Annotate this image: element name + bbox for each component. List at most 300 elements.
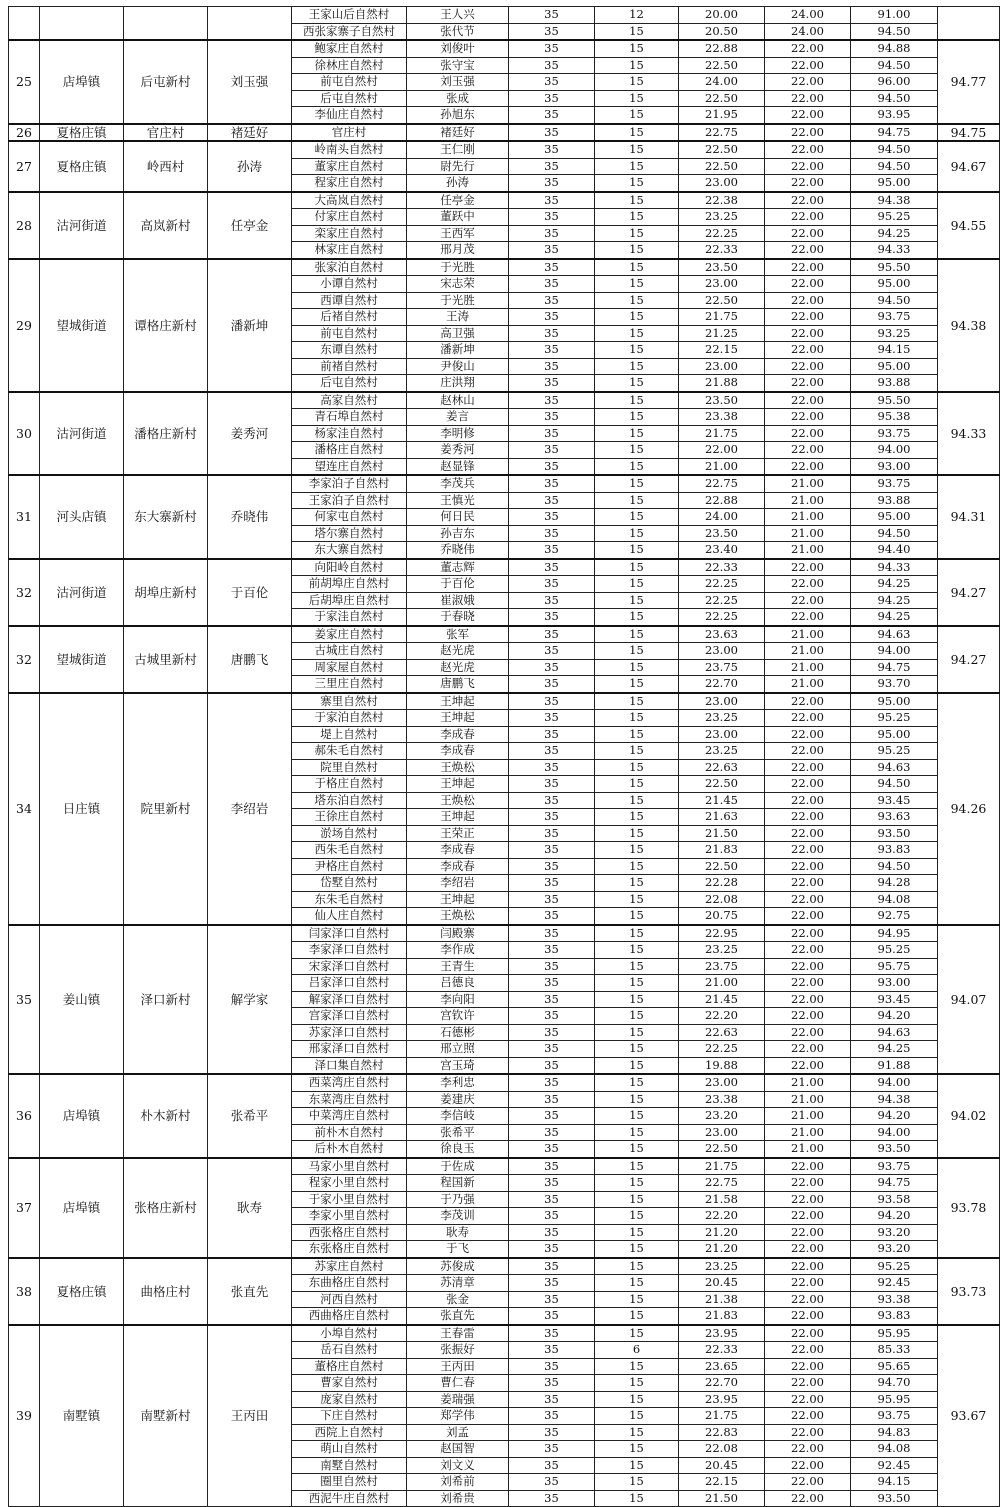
town-cell: 夏格庄镇 bbox=[40, 124, 124, 142]
row-number-cell: 36 bbox=[9, 1074, 40, 1158]
score-c-cell: 20.75 bbox=[679, 908, 765, 925]
score-a-cell: 35 bbox=[509, 1408, 595, 1425]
person-cell: 吕德良 bbox=[407, 975, 509, 992]
score-d-cell: 22.00 bbox=[765, 141, 851, 158]
total-cell: 94.50 bbox=[851, 858, 938, 875]
score-a-cell: 35 bbox=[509, 124, 595, 142]
new-village-cell: 泽口新村 bbox=[124, 925, 208, 1075]
natural-village-cell: 大高岚自然村 bbox=[292, 192, 407, 209]
score-a-cell: 35 bbox=[509, 643, 595, 660]
score-b-cell: 15 bbox=[595, 1091, 679, 1108]
row-number-cell: 29 bbox=[9, 259, 40, 392]
score-b-cell: 15 bbox=[595, 1224, 679, 1241]
row-number-cell: 25 bbox=[9, 40, 40, 124]
score-c-cell: 21.83 bbox=[679, 842, 765, 859]
score-b-cell: 15 bbox=[595, 107, 679, 124]
score-a-cell: 35 bbox=[509, 90, 595, 107]
leader-cell: 孙涛 bbox=[208, 141, 292, 192]
score-b-cell: 15 bbox=[595, 1275, 679, 1292]
average-score-cell: 94.27 bbox=[938, 559, 1000, 626]
total-cell: 93.50 bbox=[851, 825, 938, 842]
score-b-cell: 15 bbox=[595, 74, 679, 91]
leader-cell: 刘玉强 bbox=[208, 40, 292, 124]
natural-village-cell: 东朱毛自然村 bbox=[292, 891, 407, 908]
score-d-cell: 22.00 bbox=[765, 1041, 851, 1058]
person-cell: 李信岐 bbox=[407, 1108, 509, 1125]
table-row bbox=[9, 1158, 1000, 1175]
natural-village-cell: 周家屋自然村 bbox=[292, 659, 407, 676]
score-d-cell: 24.00 bbox=[765, 7, 851, 24]
score-a-cell: 35 bbox=[509, 209, 595, 226]
total-cell: 94.50 bbox=[851, 23, 938, 40]
score-d-cell: 22.00 bbox=[765, 1457, 851, 1474]
score-a-cell: 35 bbox=[509, 908, 595, 925]
person-cell: 王坤起 bbox=[407, 693, 509, 710]
score-b-cell: 15 bbox=[595, 325, 679, 342]
natural-village-cell: 后屯自然村 bbox=[292, 90, 407, 107]
total-cell: 92.45 bbox=[851, 1275, 938, 1292]
score-c-cell: 24.00 bbox=[679, 74, 765, 91]
score-a-cell: 35 bbox=[509, 542, 595, 559]
town-cell: 望城街道 bbox=[40, 626, 124, 693]
average-score-cell: 94.31 bbox=[938, 475, 1000, 559]
total-cell: 95.00 bbox=[851, 358, 938, 375]
score-d-cell: 22.00 bbox=[765, 442, 851, 459]
score-c-cell: 22.70 bbox=[679, 1375, 765, 1392]
score-a-cell: 35 bbox=[509, 1175, 595, 1192]
total-cell: 94.20 bbox=[851, 1008, 938, 1025]
natural-village-cell: 高家自然村 bbox=[292, 392, 407, 409]
score-b-cell: 15 bbox=[595, 991, 679, 1008]
score-a-cell: 35 bbox=[509, 1057, 595, 1074]
total-cell: 93.20 bbox=[851, 1224, 938, 1241]
town-cell: 店埠镇 bbox=[40, 40, 124, 124]
score-d-cell: 22.00 bbox=[765, 1191, 851, 1208]
score-d-cell: 22.00 bbox=[765, 40, 851, 57]
natural-village-cell: 院里自然村 bbox=[292, 759, 407, 776]
score-d-cell: 22.00 bbox=[765, 891, 851, 908]
score-a-cell: 35 bbox=[509, 458, 595, 475]
score-c-cell: 21.75 bbox=[679, 309, 765, 326]
total-cell: 96.00 bbox=[851, 74, 938, 91]
person-cell: 孙涛 bbox=[407, 175, 509, 192]
natural-village-cell: 于格庄自然村 bbox=[292, 776, 407, 793]
score-d-cell: 22.00 bbox=[765, 576, 851, 593]
natural-village-cell: 西谭自然村 bbox=[292, 292, 407, 309]
score-b-cell: 15 bbox=[595, 609, 679, 626]
score-a-cell: 35 bbox=[509, 409, 595, 426]
score-a-cell: 35 bbox=[509, 1342, 595, 1359]
natural-village-cell: 寨里自然村 bbox=[292, 693, 407, 710]
person-cell: 于飞 bbox=[407, 1241, 509, 1258]
total-cell: 94.00 bbox=[851, 1074, 938, 1091]
score-a-cell: 35 bbox=[509, 1457, 595, 1474]
natural-village-cell: 淤场自然村 bbox=[292, 825, 407, 842]
person-cell: 郑学伟 bbox=[407, 1408, 509, 1425]
person-cell: 李向阳 bbox=[407, 991, 509, 1008]
score-d-cell: 22.00 bbox=[765, 1308, 851, 1325]
score-d-cell: 22.00 bbox=[765, 776, 851, 793]
total-cell: 93.45 bbox=[851, 792, 938, 809]
person-cell: 邢立照 bbox=[407, 1041, 509, 1058]
average-score-cell: 94.27 bbox=[938, 626, 1000, 693]
score-a-cell: 35 bbox=[509, 309, 595, 326]
natural-village-cell: 西张格庄自然村 bbox=[292, 1224, 407, 1241]
score-c-cell: 22.50 bbox=[679, 292, 765, 309]
score-b-cell: 15 bbox=[595, 40, 679, 57]
score-a-cell: 35 bbox=[509, 559, 595, 576]
total-cell: 95.25 bbox=[851, 942, 938, 959]
score-b-cell: 15 bbox=[595, 1074, 679, 1091]
new-village-cell: 胡埠庄新村 bbox=[124, 559, 208, 626]
score-a-cell: 35 bbox=[509, 325, 595, 342]
person-cell: 何日民 bbox=[407, 509, 509, 526]
natural-village-cell: 付家庄自然村 bbox=[292, 209, 407, 226]
score-b-cell: 15 bbox=[595, 209, 679, 226]
score-b-cell: 15 bbox=[595, 292, 679, 309]
score-a-cell: 35 bbox=[509, 1158, 595, 1175]
score-b-cell: 15 bbox=[595, 908, 679, 925]
score-d-cell: 22.00 bbox=[765, 1291, 851, 1308]
score-a-cell: 35 bbox=[509, 192, 595, 209]
score-d-cell: 22.00 bbox=[765, 107, 851, 124]
total-cell: 93.00 bbox=[851, 458, 938, 475]
person-cell: 王坤起 bbox=[407, 809, 509, 826]
leader-cell: 任亭金 bbox=[208, 192, 292, 259]
new-village-cell: 曲格庄村 bbox=[124, 1258, 208, 1325]
person-cell: 李茂兵 bbox=[407, 475, 509, 492]
score-b-cell: 15 bbox=[595, 1124, 679, 1141]
total-cell: 95.00 bbox=[851, 175, 938, 192]
score-d-cell: 22.00 bbox=[765, 693, 851, 710]
score-c-cell: 22.25 bbox=[679, 1041, 765, 1058]
average-score-cell: 93.73 bbox=[938, 1258, 1000, 1325]
score-b-cell: 15 bbox=[595, 409, 679, 426]
score-a-cell: 35 bbox=[509, 158, 595, 175]
score-b-cell: 15 bbox=[595, 175, 679, 192]
total-cell: 94.50 bbox=[851, 57, 938, 74]
score-c-cell: 23.50 bbox=[679, 525, 765, 542]
score-b-cell: 15 bbox=[595, 375, 679, 392]
score-b-cell: 15 bbox=[595, 1408, 679, 1425]
score-b-cell: 15 bbox=[595, 342, 679, 359]
score-a-cell: 35 bbox=[509, 1474, 595, 1491]
score-a-cell: 35 bbox=[509, 1424, 595, 1441]
town-cell: 姜山镇 bbox=[40, 925, 124, 1075]
score-c-cell: 23.25 bbox=[679, 209, 765, 226]
person-cell: 尹俊山 bbox=[407, 358, 509, 375]
score-b-cell: 15 bbox=[595, 1325, 679, 1342]
score-d-cell: 22.00 bbox=[765, 1408, 851, 1425]
score-b-cell: 15 bbox=[595, 891, 679, 908]
score-d-cell: 22.00 bbox=[765, 375, 851, 392]
person-cell: 李利忠 bbox=[407, 1074, 509, 1091]
person-cell: 石德彬 bbox=[407, 1024, 509, 1041]
average-score-cell: 94.07 bbox=[938, 925, 1000, 1075]
total-cell: 94.25 bbox=[851, 609, 938, 626]
person-cell: 王仁刚 bbox=[407, 141, 509, 158]
natural-village-cell: 西泥牛庄自然村 bbox=[292, 1490, 407, 1507]
natural-village-cell: 董家庄自然村 bbox=[292, 158, 407, 175]
score-d-cell: 22.00 bbox=[765, 942, 851, 959]
score-a-cell: 35 bbox=[509, 942, 595, 959]
score-a-cell: 35 bbox=[509, 1291, 595, 1308]
score-d-cell: 22.00 bbox=[765, 1342, 851, 1359]
leader-cell: 解学家 bbox=[208, 925, 292, 1075]
score-d-cell: 21.00 bbox=[765, 1091, 851, 1108]
person-cell: 赵林山 bbox=[407, 392, 509, 409]
row-number-cell: 31 bbox=[9, 475, 40, 559]
score-d-cell: 22.00 bbox=[765, 1358, 851, 1375]
average-score-cell bbox=[938, 7, 1000, 41]
new-village-cell: 高岚新村 bbox=[124, 192, 208, 259]
row-number-cell: 35 bbox=[9, 925, 40, 1075]
average-score-cell: 94.67 bbox=[938, 141, 1000, 192]
score-c-cell: 22.88 bbox=[679, 492, 765, 509]
score-b-cell: 15 bbox=[595, 242, 679, 259]
score-d-cell: 22.00 bbox=[765, 392, 851, 409]
score-b-cell: 15 bbox=[595, 141, 679, 158]
town-cell: 夏格庄镇 bbox=[40, 1258, 124, 1325]
score-b-cell: 15 bbox=[595, 1024, 679, 1041]
table-row bbox=[9, 192, 1000, 209]
score-d-cell: 22.00 bbox=[765, 259, 851, 276]
person-cell: 赵国智 bbox=[407, 1441, 509, 1458]
score-c-cell: 22.33 bbox=[679, 559, 765, 576]
average-score-cell: 94.38 bbox=[938, 259, 1000, 392]
natural-village-cell: 东谭自然村 bbox=[292, 342, 407, 359]
natural-village-cell: 邢家泽口自然村 bbox=[292, 1041, 407, 1058]
total-cell: 94.50 bbox=[851, 776, 938, 793]
score-d-cell: 22.00 bbox=[765, 825, 851, 842]
total-cell: 95.25 bbox=[851, 209, 938, 226]
total-cell: 93.58 bbox=[851, 1191, 938, 1208]
total-cell: 93.83 bbox=[851, 1308, 938, 1325]
natural-village-cell: 西菜湾庄自然村 bbox=[292, 1074, 407, 1091]
score-a-cell: 35 bbox=[509, 659, 595, 676]
score-d-cell: 22.00 bbox=[765, 1057, 851, 1074]
person-cell: 于光胜 bbox=[407, 259, 509, 276]
score-a-cell: 35 bbox=[509, 358, 595, 375]
total-cell: 93.50 bbox=[851, 1490, 938, 1507]
score-b-cell: 15 bbox=[595, 1258, 679, 1275]
person-cell: 王春雷 bbox=[407, 1325, 509, 1342]
town-cell: 南墅镇 bbox=[40, 1325, 124, 1507]
score-d-cell: 22.00 bbox=[765, 991, 851, 1008]
score-c-cell: 23.25 bbox=[679, 1258, 765, 1275]
score-c-cell: 23.25 bbox=[679, 743, 765, 760]
town-cell: 望城街道 bbox=[40, 259, 124, 392]
score-a-cell: 35 bbox=[509, 40, 595, 57]
table-row bbox=[9, 1258, 1000, 1275]
total-cell: 94.50 bbox=[851, 90, 938, 107]
score-b-cell: 15 bbox=[595, 1441, 679, 1458]
score-b-cell: 15 bbox=[595, 1375, 679, 1392]
score-a-cell: 35 bbox=[509, 1191, 595, 1208]
score-d-cell: 22.00 bbox=[765, 1424, 851, 1441]
score-a-cell: 35 bbox=[509, 1091, 595, 1108]
natural-village-cell: 泽口集自然村 bbox=[292, 1057, 407, 1074]
score-d-cell: 22.00 bbox=[765, 875, 851, 892]
score-a-cell: 35 bbox=[509, 759, 595, 776]
score-b-cell: 15 bbox=[595, 743, 679, 760]
person-cell: 董志辉 bbox=[407, 559, 509, 576]
score-a-cell: 35 bbox=[509, 425, 595, 442]
score-d-cell: 22.00 bbox=[765, 242, 851, 259]
natural-village-cell: 马家小里自然村 bbox=[292, 1158, 407, 1175]
person-cell: 张希平 bbox=[407, 1124, 509, 1141]
new-village-cell: 张格庄新村 bbox=[124, 1158, 208, 1258]
total-cell: 95.00 bbox=[851, 509, 938, 526]
natural-village-cell: 中菜湾庄自然村 bbox=[292, 1108, 407, 1125]
score-d-cell: 22.00 bbox=[765, 925, 851, 942]
score-a-cell: 35 bbox=[509, 925, 595, 942]
natural-village-cell: 李家小里自然村 bbox=[292, 1208, 407, 1225]
natural-village-cell: 西曲格庄自然村 bbox=[292, 1308, 407, 1325]
natural-village-cell: 王徐庄自然村 bbox=[292, 809, 407, 826]
score-b-cell: 15 bbox=[595, 392, 679, 409]
row-number-cell: 28 bbox=[9, 192, 40, 259]
total-cell: 94.08 bbox=[851, 891, 938, 908]
score-a-cell: 35 bbox=[509, 1041, 595, 1058]
natural-village-cell: 三里庄自然村 bbox=[292, 676, 407, 693]
person-cell: 刘孟 bbox=[407, 1424, 509, 1441]
town-cell: 店埠镇 bbox=[40, 1158, 124, 1258]
total-cell: 95.25 bbox=[851, 710, 938, 727]
total-cell: 94.38 bbox=[851, 192, 938, 209]
score-a-cell: 35 bbox=[509, 1008, 595, 1025]
total-cell: 95.75 bbox=[851, 958, 938, 975]
person-cell: 苏俊成 bbox=[407, 1258, 509, 1275]
score-c-cell: 22.25 bbox=[679, 576, 765, 593]
score-b-cell: 15 bbox=[595, 726, 679, 743]
score-d-cell: 22.00 bbox=[765, 124, 851, 142]
total-cell: 93.75 bbox=[851, 425, 938, 442]
total-cell: 94.63 bbox=[851, 759, 938, 776]
row-number-cell: 38 bbox=[9, 1258, 40, 1325]
score-d-cell: 22.00 bbox=[765, 592, 851, 609]
person-cell: 李作成 bbox=[407, 942, 509, 959]
person-cell: 李成春 bbox=[407, 842, 509, 859]
score-a-cell: 35 bbox=[509, 1358, 595, 1375]
score-c-cell: 23.20 bbox=[679, 1108, 765, 1125]
score-c-cell: 22.15 bbox=[679, 342, 765, 359]
score-d-cell: 22.00 bbox=[765, 609, 851, 626]
natural-village-cell: 何家屯自然村 bbox=[292, 509, 407, 526]
natural-village-cell: 吕家泽口自然村 bbox=[292, 975, 407, 992]
natural-village-cell: 西院上自然村 bbox=[292, 1424, 407, 1441]
score-a-cell: 35 bbox=[509, 858, 595, 875]
score-c-cell: 22.63 bbox=[679, 1024, 765, 1041]
person-cell: 王青生 bbox=[407, 958, 509, 975]
natural-village-cell: 后褚自然村 bbox=[292, 309, 407, 326]
score-b-cell: 15 bbox=[595, 1490, 679, 1507]
score-b-cell: 15 bbox=[595, 1291, 679, 1308]
score-c-cell: 22.50 bbox=[679, 57, 765, 74]
score-d-cell: 22.00 bbox=[765, 1158, 851, 1175]
score-c-cell: 23.75 bbox=[679, 958, 765, 975]
score-d-cell: 22.00 bbox=[765, 1275, 851, 1292]
score-c-cell: 22.50 bbox=[679, 141, 765, 158]
natural-village-cell: 仙人庄自然村 bbox=[292, 908, 407, 925]
score-b-cell: 15 bbox=[595, 158, 679, 175]
total-cell: 94.00 bbox=[851, 1124, 938, 1141]
score-d-cell: 22.00 bbox=[765, 209, 851, 226]
score-c-cell: 23.40 bbox=[679, 542, 765, 559]
total-cell: 93.00 bbox=[851, 975, 938, 992]
score-a-cell: 35 bbox=[509, 1308, 595, 1325]
score-a-cell: 35 bbox=[509, 676, 595, 693]
score-b-cell: 15 bbox=[595, 1457, 679, 1474]
natural-village-cell: 程家庄自然村 bbox=[292, 175, 407, 192]
natural-village-cell: 曹家自然村 bbox=[292, 1375, 407, 1392]
total-cell: 93.75 bbox=[851, 475, 938, 492]
table-row bbox=[9, 559, 1000, 576]
person-cell: 刘玉强 bbox=[407, 74, 509, 91]
person-cell: 李绍岩 bbox=[407, 875, 509, 892]
score-b-cell: 15 bbox=[595, 458, 679, 475]
score-a-cell: 35 bbox=[509, 592, 595, 609]
person-cell: 于乃强 bbox=[407, 1191, 509, 1208]
person-cell: 赵光虎 bbox=[407, 659, 509, 676]
score-b-cell: 15 bbox=[595, 759, 679, 776]
score-d-cell: 21.00 bbox=[765, 525, 851, 542]
score-d-cell: 22.00 bbox=[765, 1008, 851, 1025]
score-b-cell: 15 bbox=[595, 542, 679, 559]
total-cell: 94.50 bbox=[851, 158, 938, 175]
person-cell: 赵显锋 bbox=[407, 458, 509, 475]
score-c-cell: 23.95 bbox=[679, 1391, 765, 1408]
total-cell: 94.25 bbox=[851, 592, 938, 609]
score-d-cell: 22.00 bbox=[765, 225, 851, 242]
score-b-cell: 15 bbox=[595, 1057, 679, 1074]
score-c-cell: 20.45 bbox=[679, 1457, 765, 1474]
score-a-cell: 35 bbox=[509, 74, 595, 91]
score-c-cell: 21.45 bbox=[679, 991, 765, 1008]
person-cell: 李成春 bbox=[407, 743, 509, 760]
total-cell: 94.38 bbox=[851, 1091, 938, 1108]
natural-village-cell: 望连庄自然村 bbox=[292, 458, 407, 475]
score-d-cell: 21.00 bbox=[765, 1108, 851, 1125]
person-cell: 王丙田 bbox=[407, 1358, 509, 1375]
score-c-cell: 23.38 bbox=[679, 409, 765, 426]
natural-village-cell: 李仙庄自然村 bbox=[292, 107, 407, 124]
total-cell: 94.83 bbox=[851, 1424, 938, 1441]
natural-village-cell: 小埠自然村 bbox=[292, 1325, 407, 1342]
natural-village-cell: 栾家庄自然村 bbox=[292, 225, 407, 242]
total-cell: 94.40 bbox=[851, 542, 938, 559]
score-a-cell: 35 bbox=[509, 475, 595, 492]
person-cell: 姜瑞强 bbox=[407, 1391, 509, 1408]
score-b-cell: 15 bbox=[595, 1141, 679, 1158]
person-cell: 王涛 bbox=[407, 309, 509, 326]
row-number-cell: 32 bbox=[9, 626, 40, 693]
score-b-cell: 15 bbox=[595, 975, 679, 992]
score-a-cell: 35 bbox=[509, 292, 595, 309]
score-c-cell: 23.00 bbox=[679, 1124, 765, 1141]
score-d-cell: 22.00 bbox=[765, 192, 851, 209]
score-b-cell: 6 bbox=[595, 1342, 679, 1359]
score-c-cell: 21.20 bbox=[679, 1241, 765, 1258]
score-c-cell: 24.00 bbox=[679, 509, 765, 526]
natural-village-cell: 王家泊子自然村 bbox=[292, 492, 407, 509]
leader-cell: 王丙田 bbox=[208, 1325, 292, 1507]
score-c-cell: 23.38 bbox=[679, 1091, 765, 1108]
score-d-cell: 22.00 bbox=[765, 726, 851, 743]
score-b-cell: 15 bbox=[595, 792, 679, 809]
score-d-cell: 22.00 bbox=[765, 1224, 851, 1241]
natural-village-cell: 塔东泊自然村 bbox=[292, 792, 407, 809]
